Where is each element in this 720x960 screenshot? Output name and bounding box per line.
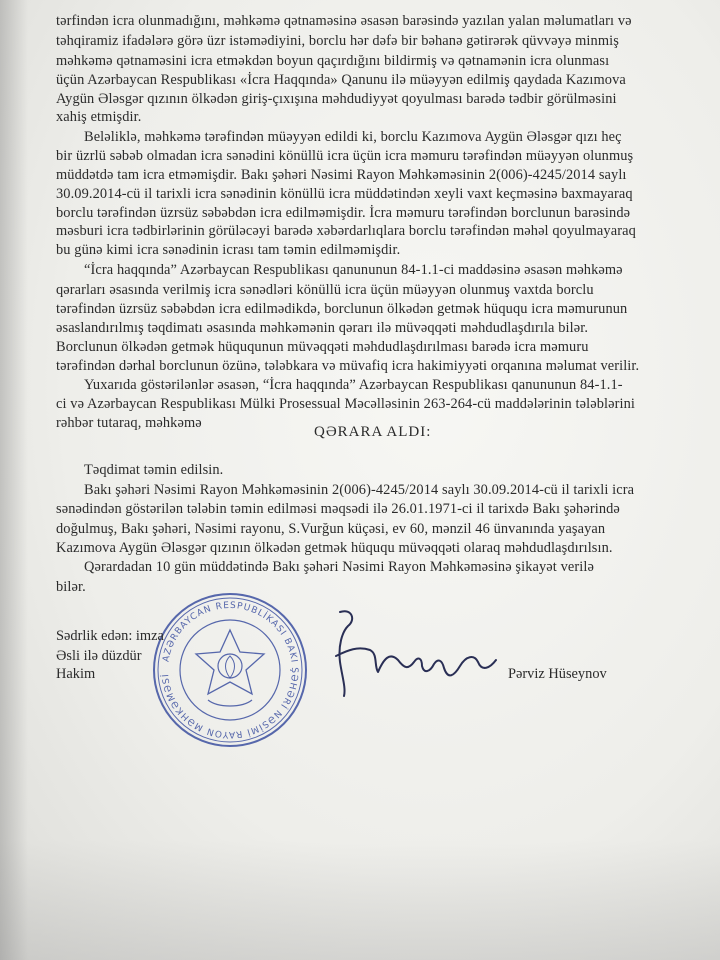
text-line: qərarları əsasında verilmiş icra sənədləri könüllü icra üçün müəyyən olunmuş vaxtda borclu <box>56 282 594 298</box>
text-line: Beləliklə, məhkəmə tərəfindən müəyyən edildi ki, borclu Kazımova Aygün Ələsgər qızı heç <box>84 129 622 145</box>
text-line: xahiş etmişdir. <box>56 109 142 125</box>
text-line: doğulmuş, Bakı şəhəri, Nəsimi rayonu, S.Vurğun küçəsi, ev 60, mənzil 46 ünvanında yaşayan <box>56 521 606 537</box>
text-line: ci və Azərbaycan Respublikası Mülki Prosessual Məcəlləsinin 263-264-cü maddələrinin tələblərini <box>56 396 635 412</box>
presiding-label: Sədrlik edən: imza <box>56 628 164 644</box>
text-line: borclu tərəfindən üzrsüz səbəbdən icra edilməmişdir. İcra məmuru tərəfindən borclunun barəsində <box>56 205 631 221</box>
text-line: Borclunun ölkədən getmək hüququnun müvəqqəti məhdudlaşdırılması barədə icra məmuru <box>56 339 589 355</box>
text-line: tərfindən icra olunmadığını, məhkəmə qətnaməsinə əsasən barəsində yazılan yalan məlumatları və <box>56 13 632 29</box>
text-line: məsburi icra tədbirlərinin görüləcəyi barədə xəbərdarlıqlara borclu tərəfindən məhəl qoyulmayaraq <box>56 223 636 239</box>
seal-text: AZƏRBAYCAN RESPUBLİKASI BAKI ŞƏHƏRİ NƏSİMİ RAYON MƏHKƏMƏSİ <box>161 600 300 740</box>
true-copy-label: Əsli ilə düzdür <box>56 648 142 664</box>
text-line: Bakı şəhəri Nəsimi Rayon Məhkəməsinin 2(006)-4245/2014 saylı 30.09.2014-cü il tarixli icra <box>84 482 635 498</box>
judge-name: Pərviz Hüseynov <box>508 666 607 682</box>
text-line: bu günə kimi icra sənədinin icrası tam təmin edilməmişdir. <box>56 242 401 258</box>
text-line: üçün Azərbaycan Respublikası «İcra Haqqında» Qanunu ilə müəyyən edilmiş qaydada Kazımova <box>56 72 626 88</box>
text-line: məhkəmə qətnaməsini icra etməkdən boyun qaçırdığını bildirmiş və qətnamənin icra olunması <box>56 53 610 69</box>
text-line: 30.09.2014-cü il tarixli icra sənədinin könüllü icra müddətindən xeyli vaxt keçməsinə baxmayaraq <box>56 186 633 202</box>
text-line: sənədindən göstərilən tələbin təmin edilməsi məqsədi ilə 26.01.1971-ci il tarixdə Bakı şəhərində <box>56 501 620 517</box>
text-line: rəhbər tutaraq, məhkəmə <box>56 415 202 431</box>
text-line: tərəfindən dərhal borclunun özünə, tələbkara və müvafiq icra hakimiyyəti orqanına məlumat verilir. <box>56 358 640 374</box>
text-line: bilər. <box>56 579 86 595</box>
page-edge-shadow <box>0 0 28 960</box>
text-line: Kazımova Aygün Ələsgər qızının ölkədən getmək hüququ müvəqqəti olaraq məhdudlaşdırılsın. <box>56 540 613 556</box>
page-bottom-shadow <box>0 840 720 960</box>
text-line: müddətdə tam icra etməmişdir. Bakı şəhəri Nəsimi Rayon Məhkəməsinin 2(006)-4245/2014 saylı <box>56 167 627 183</box>
text-line: əsaslandırılmış təqdimatı əsasında məhkəmənin qərarı ilə müvəqqəti məhdudlaşdırıla bilər. <box>56 320 589 336</box>
text-line: tərəfindən üzrsüz səbəbdən icra edilmədikdə, borclunun ölkədən getmək hüququ icra məmurunun <box>56 301 628 317</box>
text-line: Yuxarıda göstərilənlər əsasən, “İcra haqqında” Azərbaycan Respublikası qanununun 84-1.1- <box>84 377 623 393</box>
handwritten-signature <box>318 606 508 698</box>
court-seal <box>150 590 310 750</box>
text-line: Qərardadan 10 gün müddətində Bakı şəhəri Nəsimi Rayon Məhkəməsinə şikayət verilə <box>84 559 594 575</box>
text-line: bir üzrlü səbəb olmadan icra sənədini könüllü icra üçün icra məmuru tərəfindən müəyyən olunmuş <box>56 148 634 164</box>
text-line: Aygün Ələsgər qızının ölkədən giriş-çıxışına məhdudiyyət qoyulması barədə tədbir görülməsini <box>56 91 617 107</box>
decision-heading: QƏRARA ALDI: <box>314 424 432 440</box>
text-line: təhqiramiz ifadələrə görə üzr istəmədiyini, borclu hər dəfə bir bəhanə gətirərək qüvvəyə minmiş <box>56 33 619 49</box>
text-line: Təqdimat təmin edilsin. <box>84 462 224 478</box>
text-line: “İcra haqqında” Azərbaycan Respublikası qanununun 84-1.1-ci maddəsinə əsasən məhkəmə <box>84 262 623 278</box>
judge-title: Hakim <box>56 666 96 682</box>
